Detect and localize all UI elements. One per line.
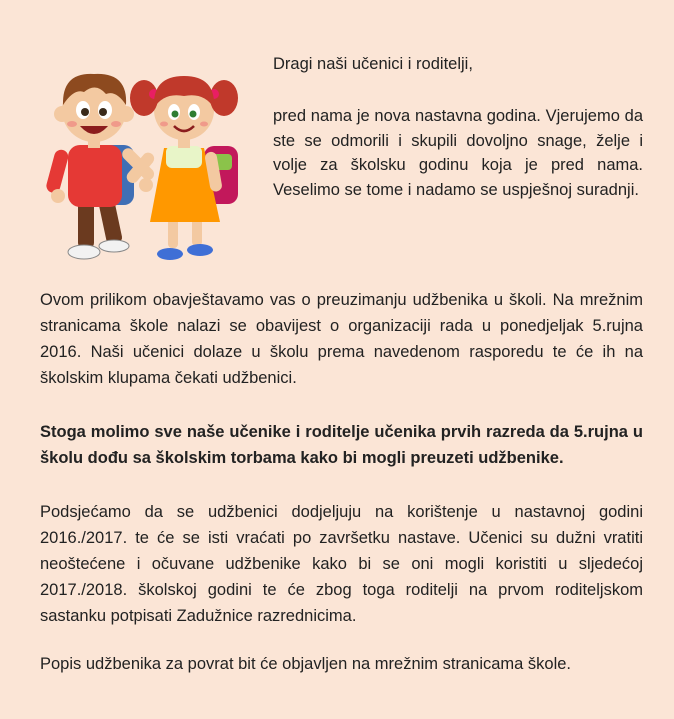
paragraph-textbook-return: Podsjećamo da se udžbenici dodjeljuju na korištenje u nastavnoj godini 2016./2017. te će se isti vraćati po završetku nastave. Učenici su dužni vratiti neoštećene i očuvane udžbenike kako bi se oni mogli koristiti u sljedećoj 2017./2018. školskoj godini te će zbog toga roditelji na prvom roditeljskom sastanku potpisati Zadužnice razrednicima.: [40, 503, 643, 625]
letter-greeting: Dragi naši učenici i roditelji,: [273, 55, 473, 73]
girl-figure: [124, 76, 238, 260]
letter-intro: pred nama je nova nastavna godina. Vjerujemo da ste se odmorili i skupili dovoljno snage, želje i volje za školsku godinu koja je pred nama. Veselimo se tome i nadamo se uspješnoj suradnji.: [273, 107, 643, 199]
paragraph-first-grade-notice: Stoga molimo sve naše učenike i roditelje učenika prvih razreda da 5.rujna u školu dođu sa školskim torbama kako bi mogli preuzeti udžbenike.: [40, 423, 643, 467]
paragraph-return-list: Popis udžbenika za povrat bit će objavljen na mrežnim stranicama škole.: [40, 655, 572, 673]
holding-hands: [139, 178, 153, 192]
paragraph-textbook-pickup: Ovom prilikom obavještavamo vas o preuzimanju udžbenika u školi. Na mrežnim stranicama škole nalazi se obavijest o organizaciji rada u ponedjeljak 5.rujna 2016. Naši učenici dolaze u školu prema navedenom rasporedu te će ih na školskim klupama čekati udžbenici.: [40, 291, 643, 387]
children-with-backpacks-illustration: [36, 50, 252, 270]
